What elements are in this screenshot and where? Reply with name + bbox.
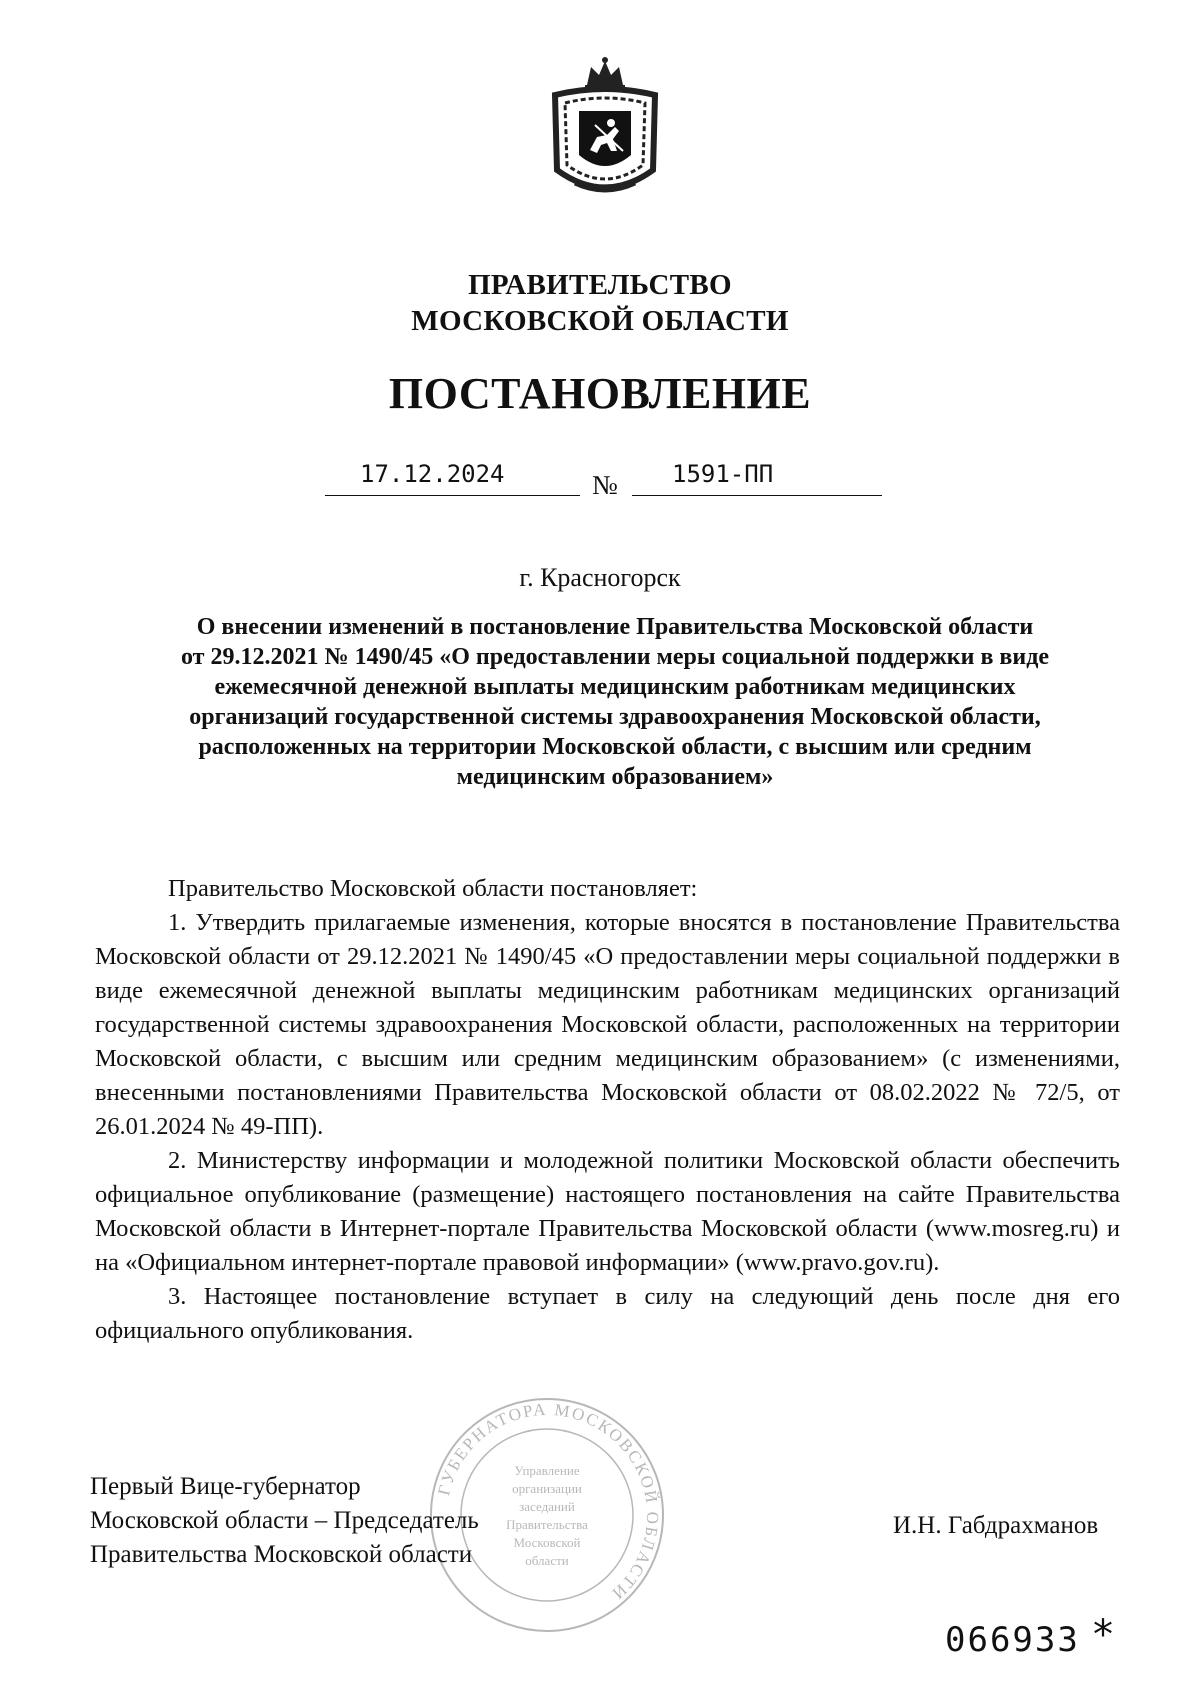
subject-line: О внесении изменений в постановление Правительства Московской области — [196, 614, 1034, 640]
body-paragraph-1: 1. Утвердить прилагаемые изменения, которые вносятся в постановление Правительства Московской области от 29.12.2021 № 1490/45 «О предоставлении меры социальной поддержки в виде ежемесячной денежной выплаты медицинским работникам медицинских организаций государственной системы здравоохранения Московской области, расположенных на территории Московской области, с высшим или средним медицинским образованием» (с изменениями, внесенными постановлениями Правительства Московской области от 08.02.2022 № 72/5, от 26.01.2024 № 49-ПП). — [95, 909, 1120, 1140]
seal-inner-text: Управление — [514, 1463, 580, 1478]
city: г. Красногорск — [519, 563, 681, 592]
serial-number: 066933 — [945, 1620, 1080, 1660]
seal-inner-text: Правительства — [506, 1517, 588, 1532]
document-subject — [120, 612, 1110, 792]
seal-inner-text: организации — [512, 1481, 582, 1496]
body-lead: Правительство Московской области постановляет: — [168, 875, 698, 902]
signatory-name: И.Н. Габдрахманов — [893, 1512, 1099, 1539]
subject-line: организаций государственной системы здравоохранения Московской области, — [189, 704, 1041, 730]
subject-line: медицинским образованием» — [456, 764, 774, 790]
number-underline — [632, 495, 882, 496]
seal-ring-text: ГУБЕРНАТОРА МОСКОВСКОЙ ОБЛАСТИ — [434, 1399, 663, 1605]
asterisk-mark: * — [1093, 1612, 1113, 1658]
organization-name-line1: ПРАВИТЕЛЬСТВО — [468, 269, 732, 301]
seal-inner-text: области — [525, 1553, 569, 1568]
document-number: 1591-ПП — [672, 460, 774, 488]
signatory-position-line: Правительства Московской области — [90, 1541, 473, 1568]
document-body — [95, 872, 1120, 1348]
signatory-position — [90, 1470, 479, 1572]
official-seal-icon — [425, 1395, 670, 1635]
subject-line: расположенных на территории Московской области, с высшим или средним — [198, 734, 1032, 760]
date-underline — [325, 495, 580, 496]
seal-inner-text: Московской — [513, 1535, 581, 1550]
coat-of-arms-icon — [545, 55, 665, 205]
signatory-position-line: Первый Вице-губернатор — [90, 1473, 361, 1500]
organization-name-line2: МОСКОВСКОЙ ОБЛАСТИ — [411, 305, 789, 337]
subject-line: от 29.12.2021 № 1490/45 «О предоставлении меры социальной поддержки в виде — [181, 644, 1049, 670]
document-date: 17.12.2024 — [360, 460, 505, 488]
signatory-position-line: Московской области – Председатель — [90, 1507, 479, 1534]
seal-inner-text: заседаний — [519, 1499, 575, 1514]
subject-line: ежемесячной денежной выплаты медицинским работникам медицинских — [214, 674, 1016, 700]
number-sign: № — [592, 470, 618, 500]
body-paragraph-2: 2. Министерству информации и молодежной политики Московской области обеспечить официальное опубликование (размещение) настоящего постановления на сайте Правительства Московской области в Интернет-портале Правительства Московской области (www.mosreg.ru) и на «Официальном интернет-портале правовой информации» (www.pravo.gov.ru). — [95, 1147, 1120, 1276]
body-paragraph-3: 3. Настоящее постановление вступает в силу на следующий день после дня его официального опубликования. — [95, 1283, 1120, 1344]
document-type: ПОСТАНОВЛЕНИЕ — [388, 369, 812, 418]
